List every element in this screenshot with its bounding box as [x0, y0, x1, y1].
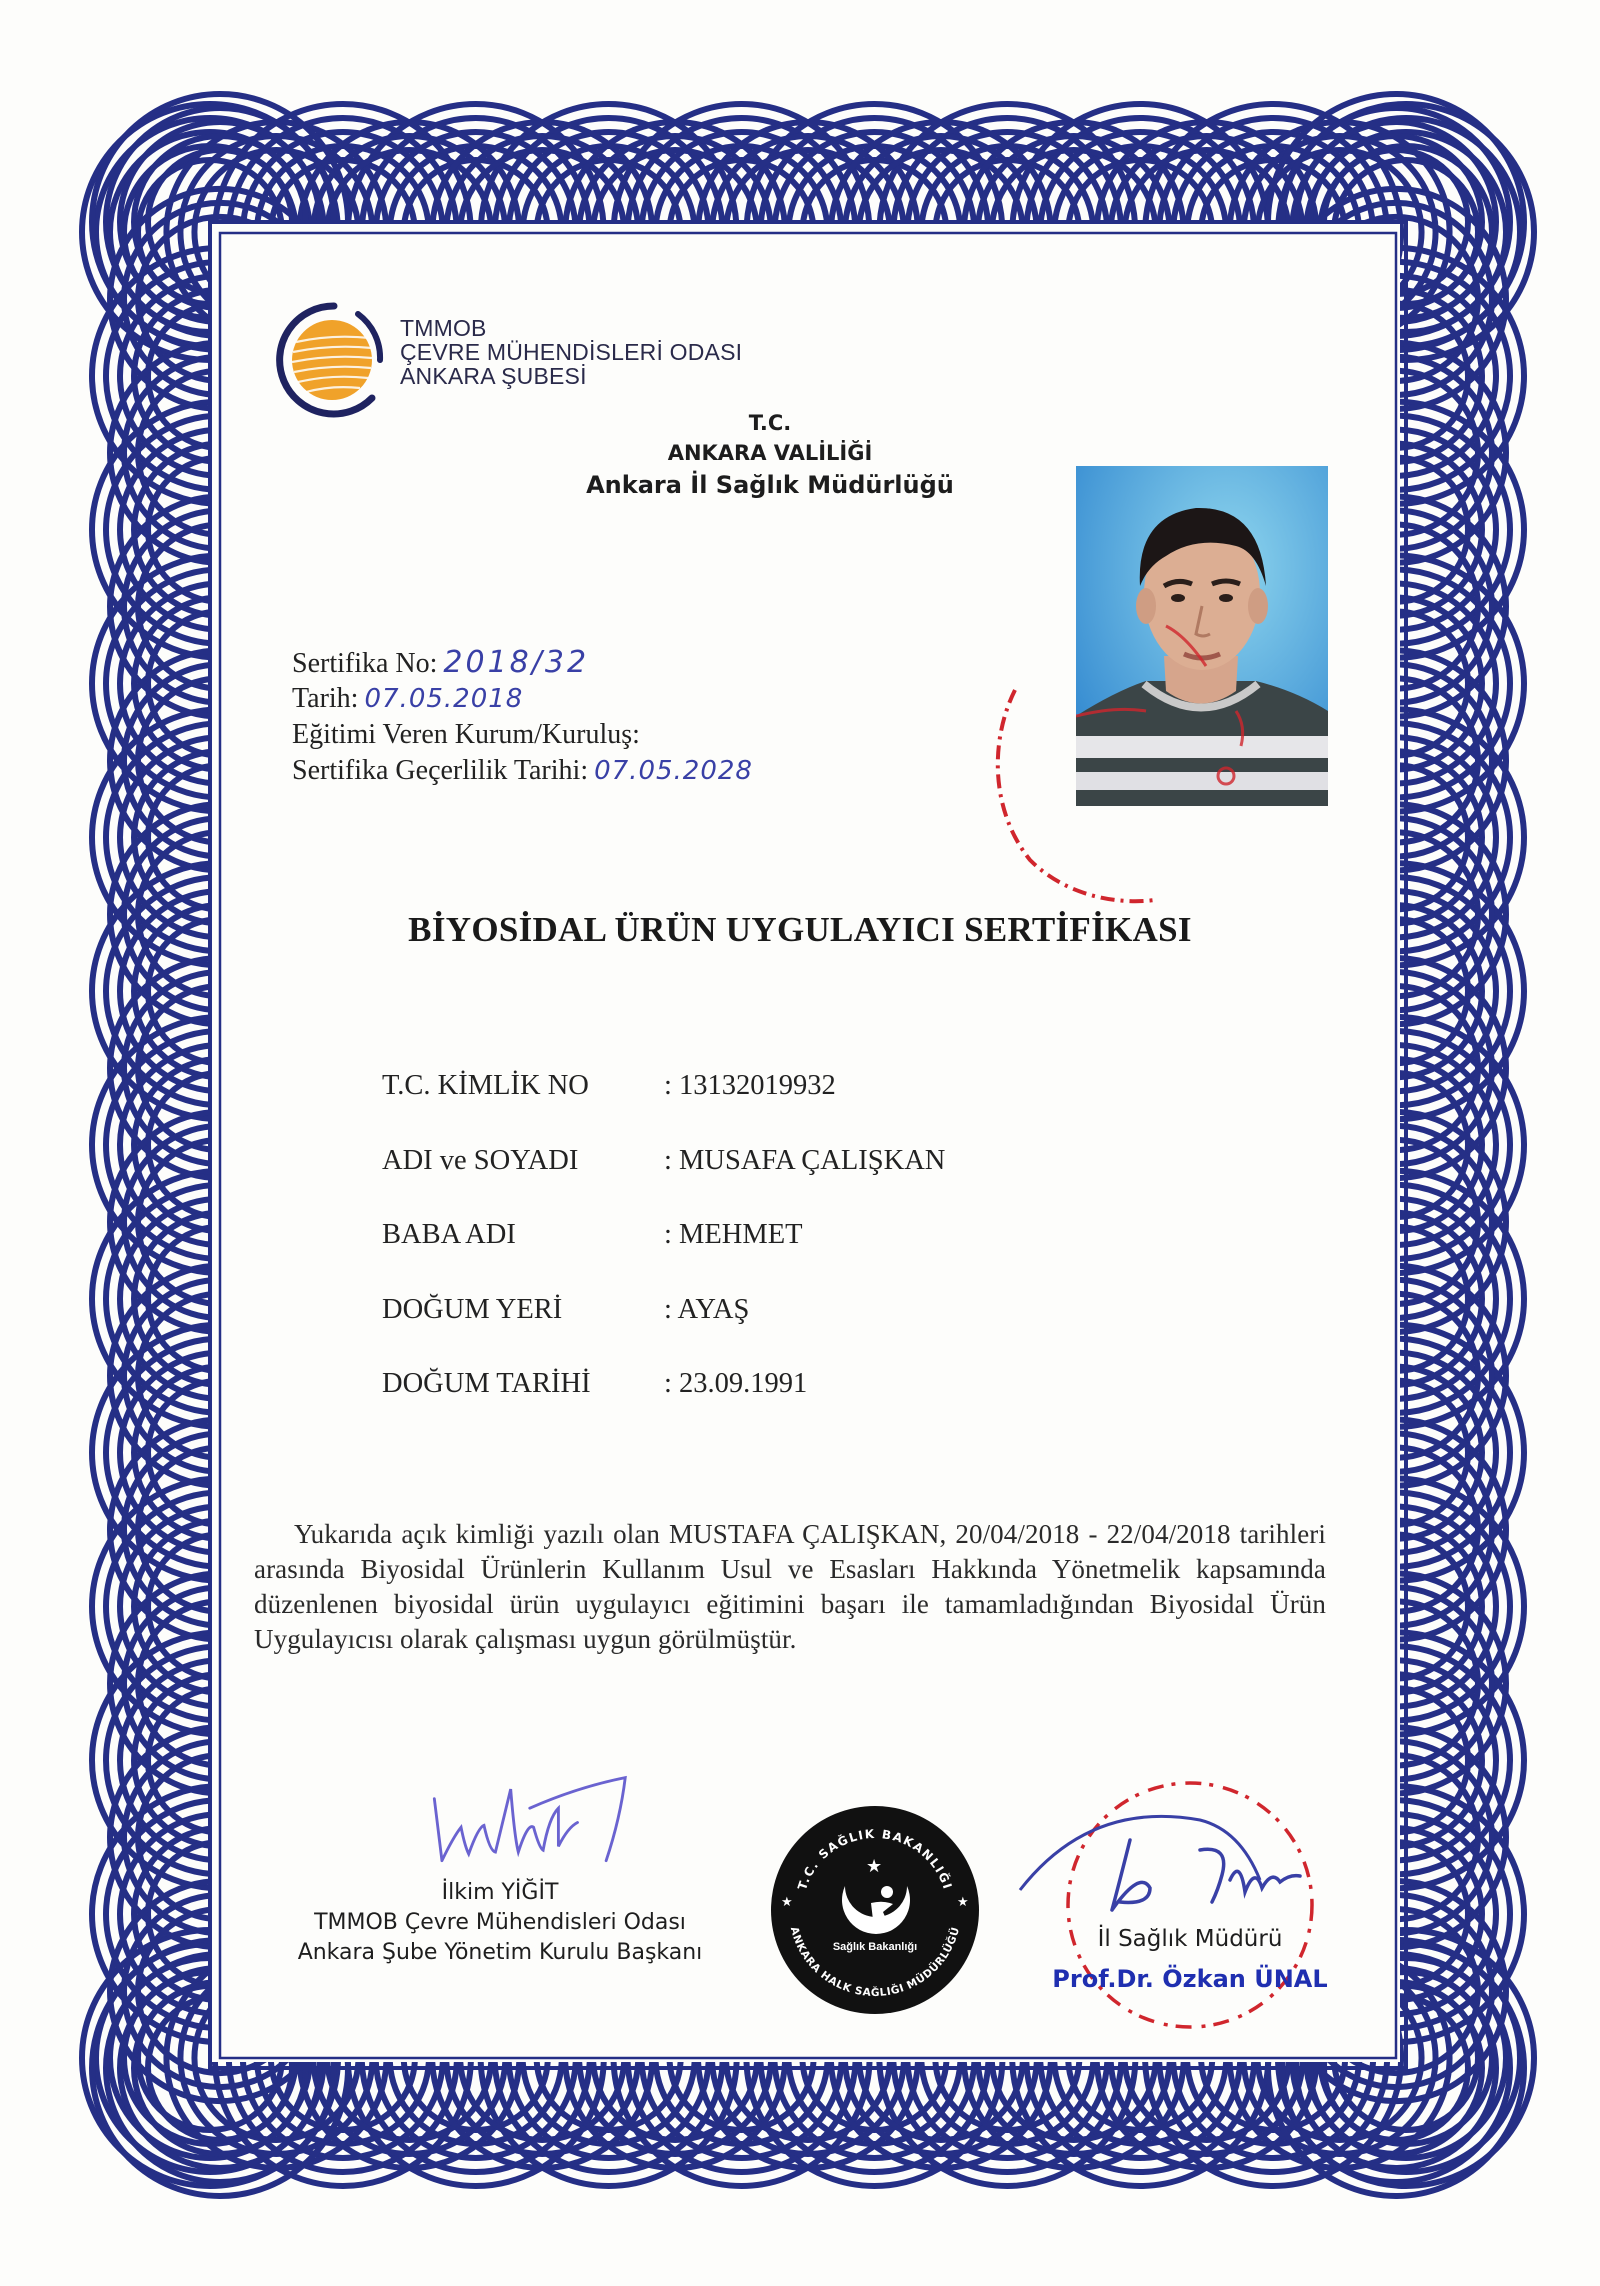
- right-signatory: [1000, 1919, 1380, 1999]
- left-signature-path: [434, 1778, 625, 1861]
- right-signatory-name: Prof.Dr. Özkan ÜNAL: [1052, 1965, 1328, 1993]
- seal-star-right: ★: [957, 1894, 969, 1909]
- validity-value: 07.05.2028: [594, 756, 753, 786]
- certification-statement: Yukarıda açık kimliği yazılı olan MUSTAFA ÇALIŞKAN, 20/04/2018 - 22/04/2018 tarihleri arasında Biyosidal Ürünlerin Kullanım Usul ve Esasları Hakkında Yönetmelik kapsamında düzenlenen biyosidal ürün uygulayıcı eğitimini başarı ile tamamladığından Biyosidal Ürün Uygulayıcısı olarak çalışması uygun görülmüştür.: [254, 1519, 1326, 1654]
- validity-row: [292, 753, 753, 789]
- gov-line-mudurluk: Ankara İl Sağlık Müdürlüğü: [586, 471, 954, 499]
- holder-row-label: DOĞUM TARİHİ: [382, 1368, 591, 1399]
- certificate-number-row: [292, 645, 753, 681]
- left-signatory-name: İlkim YİĞİT: [441, 1880, 559, 1905]
- holder-info-table: [382, 1070, 1282, 1443]
- certificate-number-label: Sertifika No:: [292, 648, 438, 679]
- certificate-date-label: Tarih:: [292, 683, 359, 714]
- holder-row-label: DOĞUM YERİ: [382, 1293, 563, 1325]
- org-line: ANKARA ŞUBESİ: [400, 363, 587, 389]
- holder-row: [382, 1219, 1282, 1294]
- certificate-number-value: 2018/32: [443, 645, 590, 680]
- gov-line-tc: T.C.: [748, 411, 792, 435]
- holder-row-label: T.C. KİMLİK NO: [382, 1070, 589, 1101]
- tmmob-logo: [272, 298, 394, 420]
- holder-row: [382, 1368, 1282, 1443]
- seal-top-text: T.C. SAĞLIK BAKANLIĞI: [795, 1826, 955, 1892]
- certificate-date-value: 07.05.2018: [364, 684, 524, 714]
- holder-row: [382, 1294, 1282, 1369]
- ministry-seal: [765, 1800, 985, 2020]
- institution-row: [292, 717, 753, 753]
- holder-row-value: : MUSAFA ÇALIŞKAN: [664, 1144, 946, 1176]
- seal-star-top: ★: [866, 1856, 883, 1876]
- seal-star-left: ★: [781, 1894, 793, 1909]
- right-signature-path: [1112, 1840, 1300, 1910]
- holder-row: [382, 1145, 1282, 1220]
- left-signatory-title-1: TMMOB Çevre Mühendisleri Odası: [314, 1910, 686, 1935]
- holder-row-value: : AYAŞ: [664, 1293, 750, 1325]
- holder-row-label: BABA ADI: [382, 1219, 516, 1250]
- right-signature-arc: [1020, 1816, 1260, 1890]
- holder-photo: [1076, 466, 1328, 806]
- gov-line-valilik: ANKARA VALİLİĞİ: [667, 441, 873, 465]
- certificate-date-row: [292, 681, 753, 717]
- validity-label: Sertifika Geçerlilik Tarihi:: [292, 755, 589, 786]
- organization-name: [400, 316, 742, 388]
- org-line: TMMOB: [400, 315, 487, 341]
- left-signature-scribble: [410, 1770, 640, 1875]
- certificate-info: [292, 645, 753, 789]
- holder-row-label: ADI ve SOYADI: [382, 1144, 579, 1176]
- certificate-title: BİYOSİDAL ÜRÜN UYGULAYICI SERTİFİKASI: [408, 910, 1192, 949]
- left-signatory-title-2: Ankara Şube Yönetim Kurulu Başkanı: [297, 1940, 703, 1965]
- holder-row-value: : 23.09.1991: [664, 1368, 808, 1399]
- holder-row-value: : 13132019932: [664, 1070, 836, 1101]
- government-heading: [560, 408, 980, 502]
- holder-row: [382, 1070, 1282, 1145]
- holder-row-value: : MEHMET: [664, 1219, 803, 1250]
- seal-center-text: Sağlık Bakanlığı: [832, 1941, 918, 1953]
- left-signatory: [250, 1878, 750, 1968]
- seal-bottom-text: ANKARA HALK SAĞLIĞI MÜDÜRLÜĞÜ: [787, 1925, 963, 1999]
- institution-label: Eğitimi Veren Kurum/Kuruluş:: [292, 719, 640, 750]
- org-line: ÇEVRE MÜHENDİSLERİ ODASI: [400, 339, 743, 365]
- right-signatory-role: İl Sağlık Müdürü: [1097, 1926, 1283, 1952]
